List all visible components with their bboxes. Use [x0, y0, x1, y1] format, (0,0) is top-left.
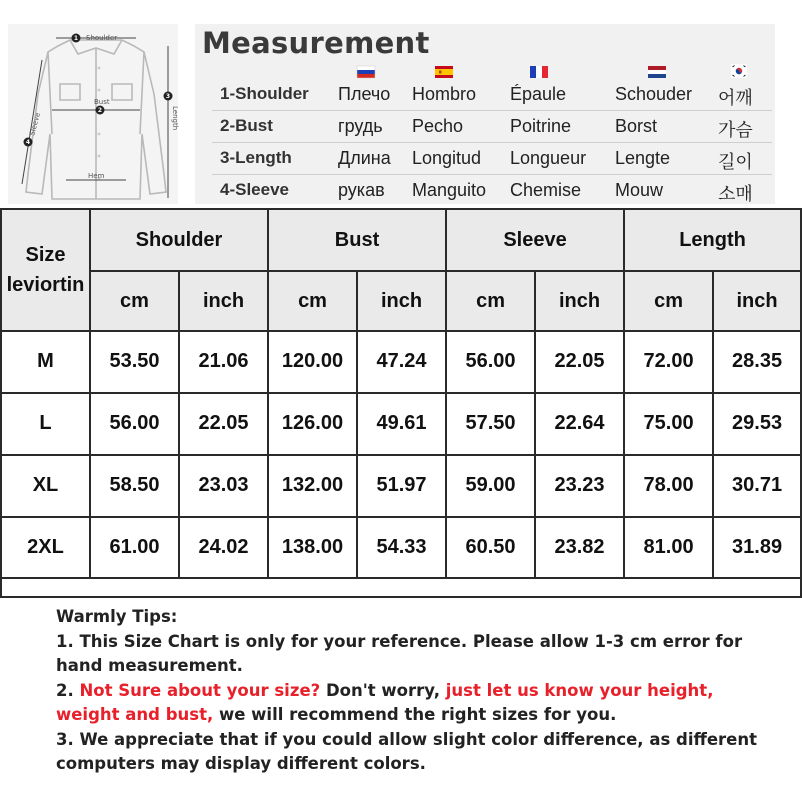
translation-term: 2-Bust — [220, 116, 273, 135]
size-cell: 2XL — [1, 517, 90, 579]
translation-french: Longueur — [510, 148, 587, 168]
group-header-sleeve: Sleeve — [446, 209, 624, 271]
size-header-brand: leviortin — [6, 274, 85, 296]
size-cell: XL — [1, 455, 90, 517]
unit-header: inch — [713, 271, 801, 331]
diagram-num-3: 3 — [165, 93, 171, 100]
translation-term: 4-Sleeve — [220, 180, 289, 199]
group-header-length: Length — [624, 209, 801, 271]
tip-2-red-request: just let us know your height, weight and bust, — [56, 680, 714, 724]
tips-title: Warmly Tips: — [56, 607, 178, 626]
value-cell: 51.97 — [357, 455, 446, 517]
diagram-num-1: 1 — [73, 35, 79, 42]
translation-french: Poitrine — [510, 116, 572, 136]
translation-dutch: Borst — [615, 116, 658, 136]
translation-dutch: Schouder — [615, 84, 693, 104]
tip-2-prefix: 2. — [56, 680, 80, 700]
value-cell: 54.33 — [357, 517, 446, 579]
unit-header: inch — [357, 271, 446, 331]
value-cell: 23.82 — [535, 517, 624, 579]
france-flag-icon — [530, 66, 548, 78]
value-cell: 138.00 — [268, 517, 357, 579]
size-cell: L — [1, 393, 90, 455]
value-cell: 31.89 — [713, 517, 801, 579]
value-cell: 75.00 — [624, 393, 713, 455]
diagram-label-hem: Hem — [88, 172, 105, 180]
value-cell: 29.53 — [713, 393, 801, 455]
translation-korean: 길이 — [718, 152, 753, 172]
translation-row-sleeve — [212, 176, 772, 206]
translation-russian: Плечо — [338, 84, 391, 104]
korea-flag-icon — [731, 64, 747, 78]
warmly-tips — [56, 605, 776, 777]
unit-header: cm — [90, 271, 179, 331]
tip-2-end: we will recommend the right sizes for you. — [213, 705, 617, 724]
value-cell: 22.64 — [535, 393, 624, 455]
diagram-label-sleeve: Sleeve — [28, 111, 43, 137]
size-header-cell — [1, 209, 90, 331]
value-cell: 53.50 — [90, 331, 179, 393]
size-header-label: Size — [25, 244, 66, 266]
value-cell: 132.00 — [268, 455, 357, 517]
translation-french: Chemise — [510, 180, 582, 200]
value-cell: 120.00 — [268, 331, 357, 393]
size-cell: M — [1, 331, 90, 393]
value-cell: 61.00 — [90, 517, 179, 579]
translation-korean: 어깨 — [718, 88, 753, 108]
translation-spanish: Hombro — [412, 84, 477, 104]
translation-russian: рукав — [338, 180, 385, 200]
translation-french: Épaule — [510, 84, 567, 104]
value-cell: 58.50 — [90, 455, 179, 517]
translation-korean: 가슴 — [718, 120, 753, 140]
diagram-num-2: 2 — [97, 107, 103, 114]
value-cell: 28.35 — [713, 331, 801, 393]
value-cell: 49.61 — [357, 393, 446, 455]
value-cell: 23.03 — [179, 455, 268, 517]
value-cell: 24.02 — [179, 517, 268, 579]
tip-1: 1. This Size Chart is only for your reference. Please allow 1-3 cm error for hand measurement. — [56, 631, 743, 675]
translation-russian: грудь — [338, 116, 383, 136]
table-row — [1, 455, 801, 517]
table-row — [1, 331, 801, 393]
translation-term: 1-Shoulder — [220, 84, 309, 103]
table-row — [1, 517, 801, 579]
unit-header: cm — [446, 271, 535, 331]
value-cell: 72.00 — [624, 331, 713, 393]
translation-spanish: Pecho — [412, 116, 464, 136]
value-cell: 21.06 — [179, 331, 268, 393]
translation-dutch: Mouw — [615, 180, 664, 200]
measurement-title: Measurement — [202, 26, 430, 60]
value-cell: 56.00 — [446, 331, 535, 393]
translation-dutch: Lengte — [615, 148, 671, 168]
spain-flag-icon — [435, 66, 453, 78]
value-cell: 47.24 — [357, 331, 446, 393]
diagram-label-bust: Bust — [94, 98, 110, 106]
value-cell: 81.00 — [624, 517, 713, 579]
russia-flag-icon — [357, 66, 375, 78]
tip-2 — [56, 679, 776, 728]
diagram-label-length: Length — [171, 106, 179, 131]
value-cell: 23.23 — [535, 455, 624, 517]
table-spacer-cell — [1, 578, 801, 597]
translation-row-shoulder — [212, 80, 772, 111]
measurement-header — [0, 0, 800, 205]
unit-header: inch — [179, 271, 268, 331]
tip-2-middle: Don't worry, — [320, 680, 446, 700]
value-cell: 78.00 — [624, 455, 713, 517]
table-row — [1, 393, 801, 455]
unit-header: cm — [624, 271, 713, 331]
netherlands-flag-icon — [648, 66, 666, 78]
value-cell: 57.50 — [446, 393, 535, 455]
group-header-shoulder: Shoulder — [90, 209, 268, 271]
group-header-bust: Bust — [268, 209, 446, 271]
unit-header: cm — [268, 271, 357, 331]
value-cell: 56.00 — [90, 393, 179, 455]
value-cell: 30.71 — [713, 455, 801, 517]
diagram-label-shoulder: Shoulder — [86, 34, 118, 42]
shirt-diagram — [8, 24, 178, 204]
translation-spanish: Longitud — [412, 148, 482, 168]
value-cell: 126.00 — [268, 393, 357, 455]
translation-spanish: Manguito — [412, 180, 487, 200]
value-cell: 60.50 — [446, 517, 535, 579]
translation-row-length — [212, 144, 772, 175]
unit-header: inch — [535, 271, 624, 331]
tip-2-red-question: Not Sure about your size? — [79, 680, 321, 700]
tip-3: 3. We appreciate that if you could allow slight color difference, as different computers may display different colors. — [56, 729, 758, 773]
translation-term: 3-Length — [220, 148, 292, 167]
value-cell: 59.00 — [446, 455, 535, 517]
translation-korean: 소매 — [718, 184, 753, 204]
table-spacer-row — [1, 578, 801, 597]
value-cell: 22.05 — [179, 393, 268, 455]
size-chart-table — [0, 208, 802, 598]
value-cell: 22.05 — [535, 331, 624, 393]
translation-russian: Длина — [338, 148, 391, 168]
shirt-diagram-icon — [8, 24, 178, 204]
diagram-num-4: 4 — [25, 139, 31, 146]
translation-row-bust — [212, 112, 772, 143]
